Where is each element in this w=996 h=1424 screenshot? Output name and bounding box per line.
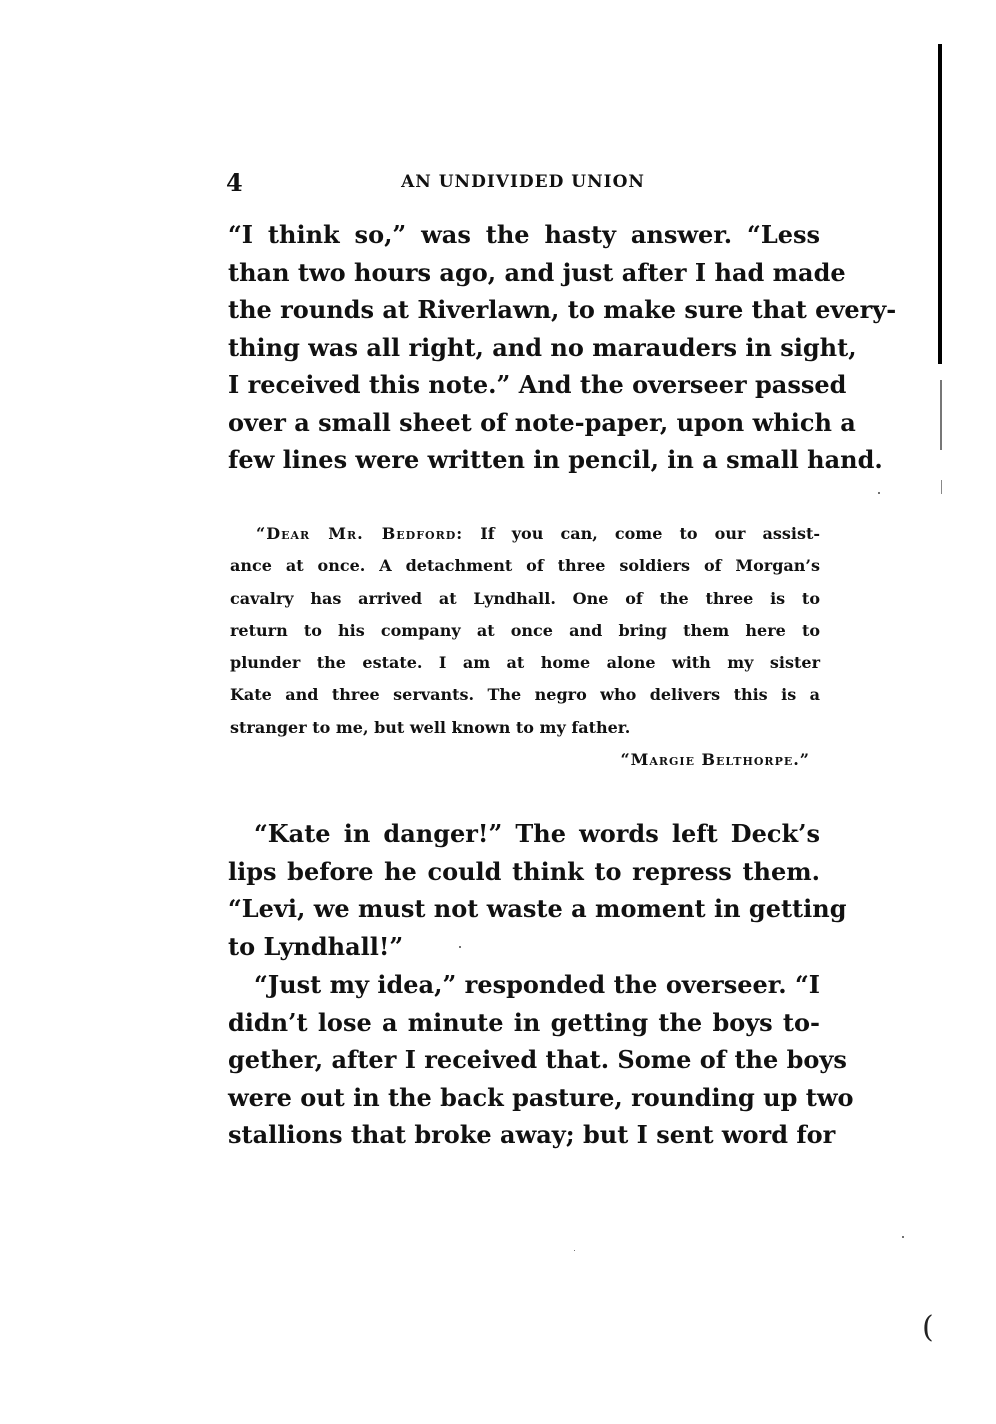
letter-text: If you can, come to our assist-	[480, 524, 820, 543]
scan-speck	[878, 492, 880, 494]
text-line: to Lyndhall!”	[228, 931, 404, 961]
scan-mark-paren: (	[922, 1310, 934, 1345]
page-header	[226, 168, 820, 197]
text-line: “Just my idea,” responded the overseer. “I	[254, 970, 820, 999]
text-line: didn’t lose a minute in getting the boys to-	[228, 1007, 820, 1037]
text-line: ance at once. A detachment of three soldiers of Morgan’s	[230, 556, 820, 576]
text-line: “Levi, we must not waste a moment in getting	[228, 894, 847, 923]
text-line: the rounds at Riverlawn, to make sure that every-	[228, 295, 897, 324]
page-number: 4	[226, 168, 243, 197]
scan-edge-mark	[940, 380, 942, 450]
text-line: “I think so,” was the hasty answer. “Less	[228, 220, 820, 249]
scan-edge-mark	[941, 480, 942, 494]
text-line: lips before he could think to repress them.	[228, 856, 820, 886]
text-line: stranger to me, but well known to my father.	[230, 717, 631, 737]
text-line: Kate and three servants. The negro who delivers this is a	[230, 685, 820, 705]
text-line: gether, after I received that. Some of the boys	[228, 1045, 847, 1074]
text-line: thing was all right, and no marauders in sight,	[228, 332, 857, 362]
scan-speck	[459, 946, 461, 948]
text-line: than two hours ago, and just after I had made	[228, 257, 846, 287]
text-line: few lines were written in pencil, in a small hand.	[228, 445, 883, 474]
letter-signature: “Margie Belthorpe.”	[620, 750, 810, 770]
letter-salutation: “Dear Mr. Bedford:	[256, 524, 464, 543]
running-title: AN UNDIVIDED UNION	[401, 172, 645, 192]
scan-speck	[574, 1250, 575, 1251]
text-line: cavalry has arrived at Lyndhall. One of the three is to	[230, 588, 820, 608]
text-line: “Kate in danger!” The words left Deck’s	[254, 819, 820, 848]
text-line: over a small sheet of note-paper, upon which a	[228, 407, 856, 437]
paragraph-2	[228, 815, 847, 965]
paragraph-1	[228, 216, 897, 479]
scan-speck	[902, 1236, 904, 1238]
text-line: were out in the back pasture, rounding up two	[228, 1082, 854, 1112]
paragraph-3	[228, 966, 854, 1154]
text-line: I received this note.” And the overseer passed	[228, 370, 847, 399]
scan-edge-mark	[938, 44, 942, 364]
text-line: stallions that broke away; but I sent word for	[228, 1120, 836, 1149]
quoted-letter	[230, 518, 820, 776]
text-line: return to his company at once and bring them here to	[230, 620, 820, 640]
text-line: plunder the estate. I am at home alone with my sister	[230, 653, 820, 673]
letter-first-line	[230, 518, 820, 550]
